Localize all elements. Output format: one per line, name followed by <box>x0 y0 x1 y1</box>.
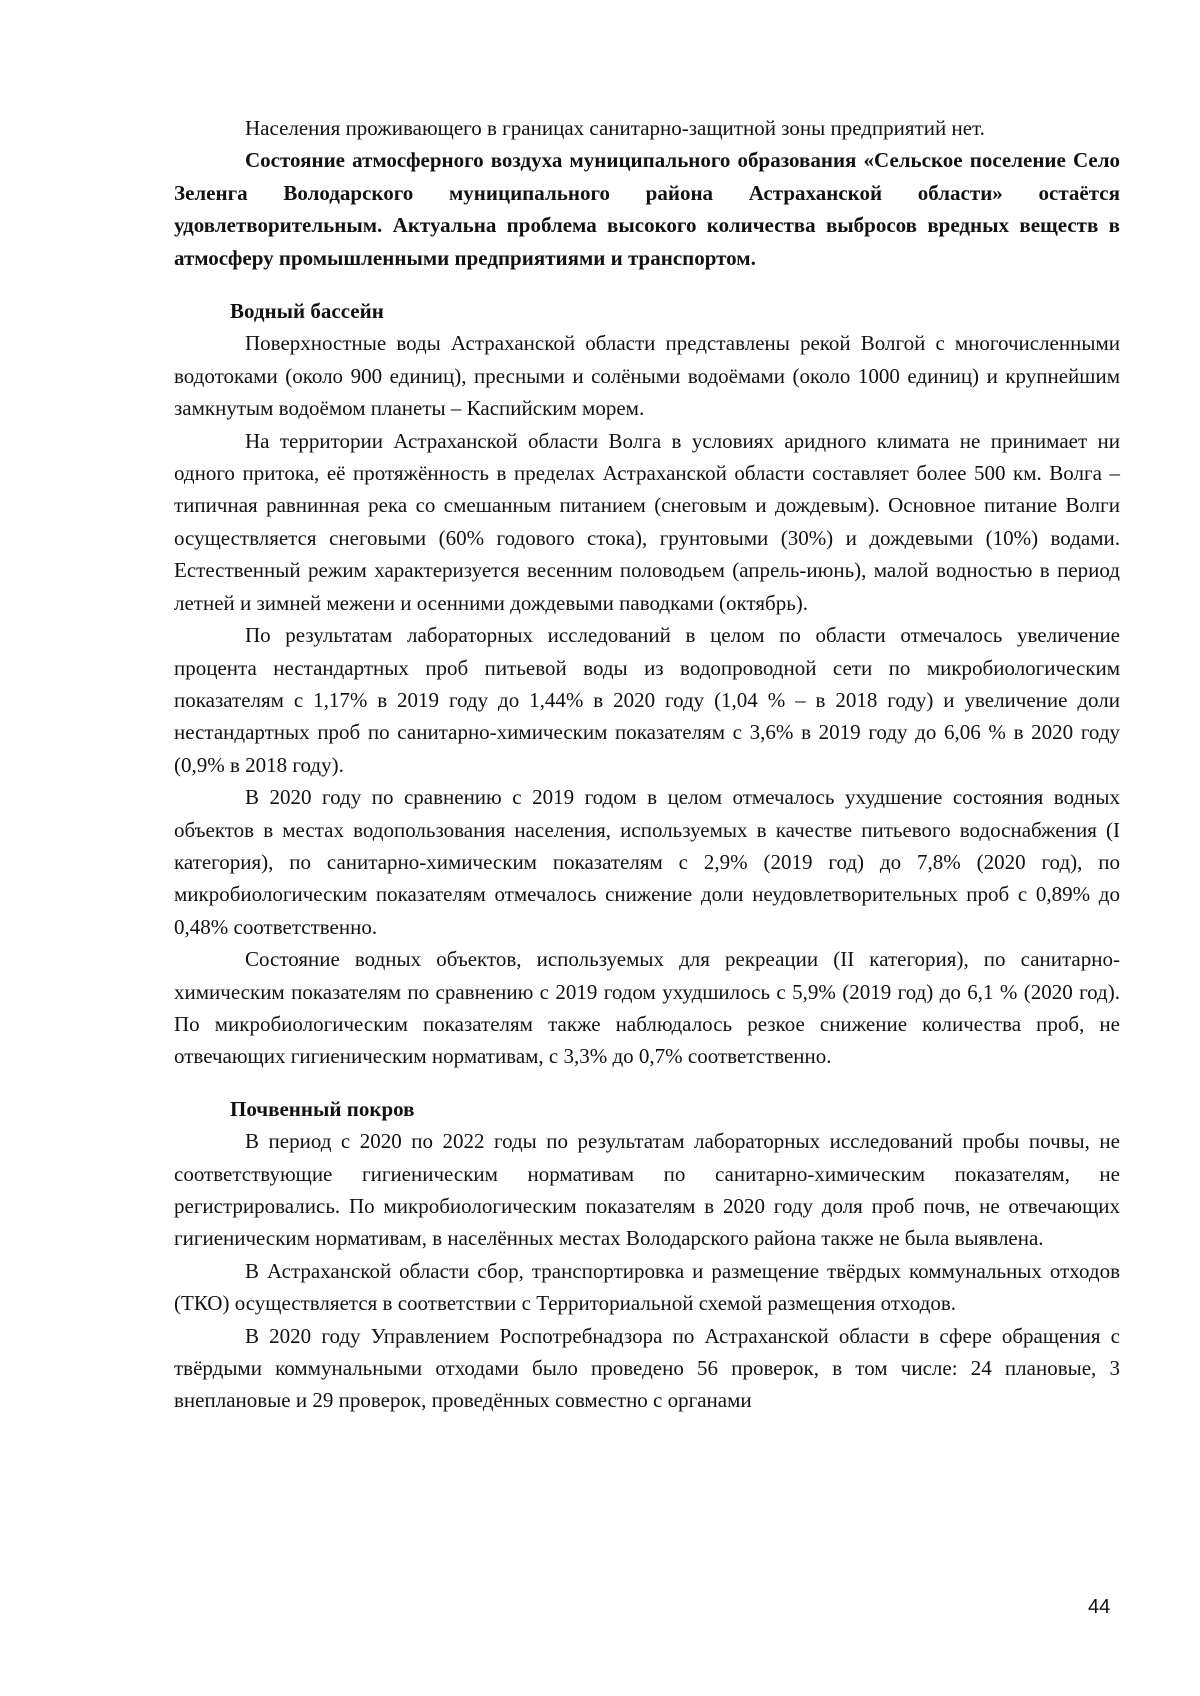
conclusion-paragraph: Состояние атмосферного воздуха муниципального образования «Сельское поселение Село Зеленга Володарского муниципального района Астраханской области» остаётся удовлетворительным. Актуальна проблема высокого количества выбросов вредных веществ в атмосферу промышленными предприятиями и транспортом. <box>174 148 1120 270</box>
spacer <box>174 1073 1120 1093</box>
paragraph: Состояние водных объектов, используемых для рекреации (II категория), по санитарно-химическим показателям по сравнению с 2019 годом ухудшилось с 5,9% (2019 год) до 6,1 % (2020 год). По микробиологическим показателям также наблюдалось резкое снижение количества проб, не отвечающих гигиеническим нормативам, с 3,3% до 0,7% соответственно. <box>174 947 1120 1069</box>
paragraph: По результатам лабораторных исследований в целом по области отмечалось увеличение процента нестандартных проб питьевой воды из водопроводной сети по микробиологическим показателям с 1,17% в 2019 году до 1,44% в 2020 году (1,04 % – в 2018 году) и увеличение доли нестандартных проб по санитарно-химическим показателям с 3,6% в 2019 году до 6,06 % в 2020 году (0,9% в 2018 году). <box>174 623 1120 777</box>
document-page <box>174 112 1120 1417</box>
paragraph: В 2020 году Управлением Роспотребнадзора по Астраханской области в сфере обращения с твёрдыми коммунальными отходами было проведено 56 проверок, в том числе: 24 плановые, 3 внеплановые и 29 проверок, проведённых совместно с органами <box>174 1323 1120 1413</box>
section-heading-soil: Почвенный покров <box>230 1096 415 1121</box>
paragraph: На территории Астраханской области Волга в условиях аридного климата не принимает ни одного притока, её протяжённость в пределах Астраханской области составляет более 500 км. Волга – типичная равнинная река со смешанным питанием (снеговым и дождевым). Основное питание Волги осуществляется снеговыми (60% годового стока), грунтовыми (30%) и дождевыми (10%) водами. Естественный режим характеризуется весенним половодьем (апрель-июнь), малой водностью в период летней и зимней межени и осенними дождевыми паводками (октябрь). <box>174 428 1120 615</box>
paragraph: В период с 2020 по 2022 годы по результатам лабораторных исследований пробы почвы, не соответствующие гигиеническим нормативам по санитарно-химическим показателям, не регистрировались. По микробиологическим показателям в 2020 году доля проб почв, не отвечающих гигиеническим нормативам, в населённых местах Володарского района также не была выявлена. <box>174 1129 1120 1251</box>
paragraph: Поверхностные воды Астраханской области представлены рекой Волгой с многочисленными водотоками (около 900 единиц), пресными и солёными водоёмами (около 1000 единиц) и крупнейшим замкнутым водоёмом планеты – Каспийским морем. <box>174 331 1120 421</box>
paragraph: В 2020 году по сравнению с 2019 годом в целом отмечалось ухудшение состояния водных объектов в местах водопользования населения, используемых в качестве питьевого водоснабжения (I категория), по санитарно-химическим показателям с 2,9% (2019 год) до 7,8% (2020 год), по микробиологическим показателям отмечалось снижение доли неудовлетворительных проб с 0,89% до 0,48% соответственно. <box>174 785 1120 939</box>
paragraph: В Астраханской области сбор, транспортировка и размещение твёрдых коммунальных отходов (ТКО) осуществляется в соответствии с Территориальной схемой размещения отходов. <box>174 1258 1120 1316</box>
page-number: 44 <box>1088 1596 1111 1618</box>
section-heading-water: Водный бассейн <box>230 299 384 324</box>
spacer <box>174 274 1120 295</box>
paragraph: Населения проживающего в границах санитарно-защитной зоны предприятий нет. <box>245 116 985 140</box>
